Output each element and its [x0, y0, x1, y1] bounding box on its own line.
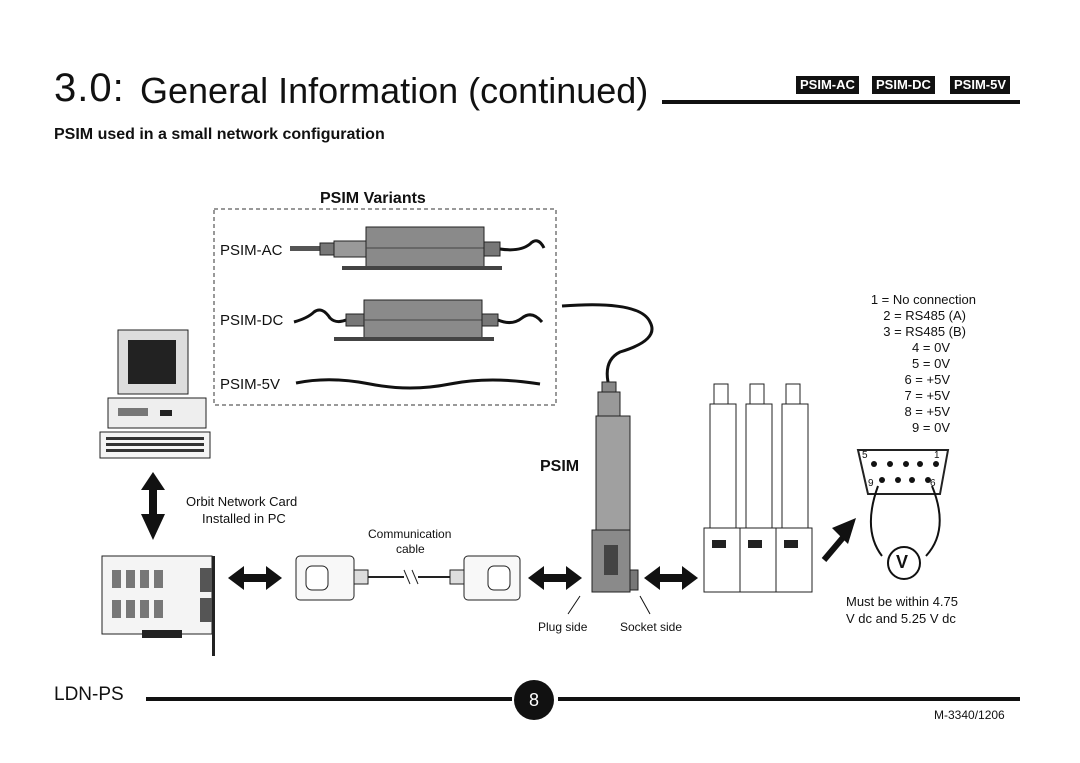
- subtitle: PSIM used in a small network configuration: [54, 126, 385, 143]
- pin-label-6: 6: [930, 478, 936, 489]
- pin-label-1: 1: [934, 450, 940, 461]
- comm-cable-label-2: cable: [396, 542, 425, 556]
- footer-doc-code: M-3340/1206: [934, 708, 1005, 722]
- socket-side-pointer: [640, 596, 650, 614]
- psim-device: [592, 382, 638, 592]
- probe-lead-left: [871, 486, 882, 556]
- network-card-label-2: Installed in PC: [202, 511, 286, 526]
- terminator-2: [740, 384, 776, 592]
- badge-psim-ac: PSIM-AC: [796, 76, 859, 94]
- network-card: [102, 556, 215, 656]
- terminator-3: [776, 384, 812, 592]
- double-arrow-cable-psim: [528, 566, 582, 590]
- comm-cable-label-1: Communication: [368, 527, 452, 541]
- double-arrow-psim-terminators: [644, 566, 698, 590]
- pin-label-5: 5: [862, 450, 868, 461]
- pinout-item: 1 = No connection: [870, 292, 976, 307]
- voltage-note-2: V dc and 5.25 V dc: [846, 611, 956, 626]
- pc-computer: [100, 330, 210, 458]
- terminator-1: [704, 384, 740, 592]
- pinout-item: 4 = 0V: [912, 340, 950, 355]
- pinout-item: 5 = 0V: [912, 356, 950, 371]
- footer-rule-left: [146, 697, 512, 701]
- section-number: 3.0:: [54, 66, 125, 110]
- pinout-item: 2 = RS485 (A): [883, 308, 966, 323]
- footer-doc-name: LDN-PS: [54, 684, 124, 705]
- socket-side-label: Socket side: [620, 620, 683, 634]
- pinout-item: 9 = 0V: [912, 420, 950, 435]
- psim-ac-adapter: [290, 227, 544, 270]
- double-arrow-card-cable: [228, 566, 282, 590]
- voltage-note-1: Must be within 4.75: [846, 594, 959, 609]
- psim-dc-adapter: [294, 300, 542, 341]
- page-number: 8: [514, 680, 554, 720]
- badge-psim-5v: PSIM-5V: [950, 76, 1010, 94]
- pinout-item: 6 = +5V: [904, 372, 950, 387]
- communication-cable: [296, 556, 520, 600]
- footer-rule-right: [558, 697, 1020, 701]
- variants-title: PSIM Variants: [320, 190, 426, 207]
- plug-side-label: Plug side: [538, 620, 588, 634]
- page-title: General Information (continued): [140, 70, 649, 111]
- vertical-double-arrow: [141, 472, 165, 540]
- variant-label-dc: PSIM-DC: [220, 312, 284, 329]
- plug-side-pointer: [568, 596, 580, 614]
- probe-lead-right: [926, 486, 940, 556]
- psim-label: PSIM: [540, 458, 580, 475]
- pinout-item: 8 = +5V: [904, 404, 950, 419]
- network-card-label-1: Orbit Network Card: [186, 494, 298, 509]
- psim-5v-cable: [296, 380, 540, 388]
- badge-psim-dc: PSIM-DC: [872, 76, 935, 94]
- diagonal-arrow: [824, 518, 856, 560]
- psim-cable: [562, 305, 652, 382]
- pinout-item: 3 = RS485 (B): [883, 324, 966, 339]
- pinout-item: 7 = +5V: [904, 388, 950, 403]
- voltmeter-label: V: [896, 552, 909, 572]
- variant-label-ac: PSIM-AC: [220, 242, 283, 259]
- pin-label-9: 9: [868, 478, 874, 489]
- variant-label-5v: PSIM-5V: [220, 376, 281, 393]
- pinout-list: [846, 292, 976, 436]
